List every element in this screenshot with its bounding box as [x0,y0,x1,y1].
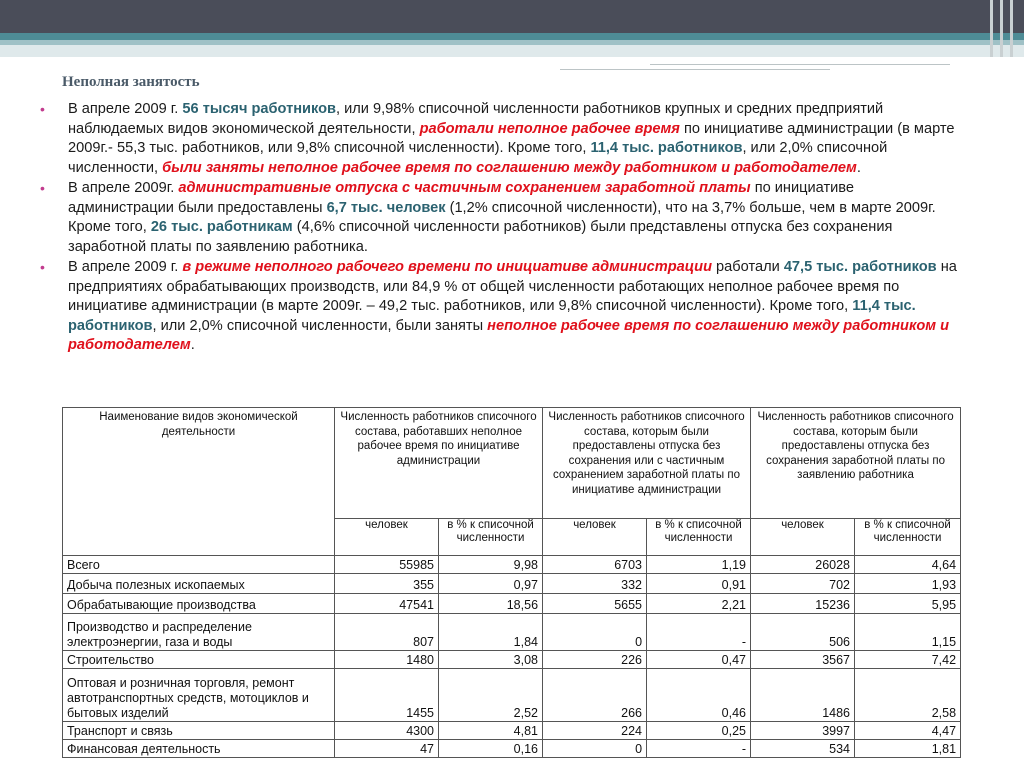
table-cell: 5,95 [855,594,961,614]
header-stripe [0,33,1024,40]
bullet-text: работали [712,259,784,275]
table-cell: 226 [543,651,647,669]
row-label: Добыча полезных ископаемых [63,574,335,594]
table-cell: 7,42 [855,651,961,669]
table-header-row [63,408,961,519]
highlight-text: работали неполное рабочее время [419,120,680,137]
highlight-text: административные отпуска с частичным сохранением заработной платы [178,180,751,196]
table-cell: 26028 [751,556,855,574]
column-header-activity: Наименование видов экономической деятельности [63,408,335,556]
column-header-admin-leave: Численность работников списочного состава, которым были предоставлены отпуска без сохранения или с частичным сохранением заработной платы по инициативе администрации [543,408,751,519]
bullet-text: по инициативе администрации были предоставлены [68,180,854,216]
header-stripe [0,45,1024,57]
table-row [63,614,961,651]
table-cell: 1486 [751,669,855,722]
table-cell: 15236 [751,594,855,614]
slide-title: Неполная занятость [62,74,200,90]
bullet-icon: • [40,101,45,117]
table-row [63,740,961,758]
table-cell: 47541 [335,594,439,614]
subheader-people: человек [543,519,647,556]
table-cell: - [647,614,751,651]
table-cell: 1,15 [855,614,961,651]
table-cell: 0,46 [647,669,751,722]
bullet-text: . [856,159,861,176]
emphasis-number: 47,5 тыс. работников [783,259,937,275]
bullet-text: (1,2% списочной численности), что на 3,7% больше, чем в марте 2009г. Кроме того, [68,199,936,235]
table-cell: 0,97 [439,574,543,594]
row-label: Строительство [63,651,335,669]
table-cell: 506 [751,614,855,651]
table-cell: 3997 [751,722,855,740]
table-cell: 0,47 [647,651,751,669]
emphasis-number: 11,4 тыс. работников [68,298,916,334]
table-cell: 4,47 [855,722,961,740]
highlight-text: в режиме неполного рабочего времени по инициативе администрации [182,259,712,275]
table-row [63,556,961,574]
table-cell: - [647,740,751,758]
table-cell: 5655 [543,594,647,614]
row-label: Обрабатывающие производства [63,594,335,614]
data-table [62,407,961,758]
emphasis-number: 56 тысяч работников [182,101,337,117]
emphasis-number: 6,7 тыс. человек [326,199,446,216]
table-row [63,594,961,614]
bullet-icon: • [40,259,45,275]
table-cell: 9,98 [439,556,543,574]
highlight-text: были заняты неполное рабочее время по соглашению между работником и работодателем [162,159,857,176]
table-cell: 2,21 [647,594,751,614]
table-cell: 1480 [335,651,439,669]
bullet-list [40,100,960,357]
bullet-text: , или 2,0% списочной численности, [68,140,888,176]
table-cell: 1,84 [439,614,543,651]
bullet-text: по инициативе администрации (в марте 2009г.- 55,3 тыс. работников, или 9,8% списочной численности). Кроме того, [68,120,955,156]
table-cell: 18,56 [439,594,543,614]
table-cell: 1,93 [855,574,961,594]
table-cell: 266 [543,669,647,722]
row-label: Оптовая и розничная торговля, ремонт автотранспортных средств, мотоциклов и бытовых изделий [63,669,335,722]
table-cell: 4,81 [439,722,543,740]
bullet-text: (4,6% списочной численности работников) были представлены отпуска без сохранения заработной платы по заявлению работника. [68,219,893,255]
highlight-text: неполное рабочее время по соглашению между работником и работодателем [68,317,950,353]
table-cell: 4,64 [855,556,961,574]
table-cell: 3,08 [439,651,543,669]
divider [650,64,950,65]
bullet-icon: • [40,180,45,196]
bullet-text: В апреле 2009 г. [68,259,183,275]
table-cell: 0 [543,614,647,651]
table-cell: 4300 [335,722,439,740]
row-label: Производство и распределение электроэнергии, газа и воды [63,614,335,651]
bullet-text: . [190,337,195,353]
row-label: Финансовая деятельность [63,740,335,758]
table-cell: 3567 [751,651,855,669]
bullet-text: , или 9,98% списочной численности работников крупных и средних предприятий наблюдаемых видов экономической деятельности, [68,101,884,137]
bullet-item [40,258,960,356]
bullet-text: на предприятиях обрабатывающих производств, или 84,9 % от общей численности работающих неполное рабочее время по инициативе администрации (в марте 2009г. – 49,2 тыс. работников, или 9,8% списочной численности). Кроме того, [68,259,957,314]
table-cell: 2,52 [439,669,543,722]
header-decoration [984,0,1024,57]
subheader-percent: в % к списочной численности [855,519,961,556]
table-cell: 534 [751,740,855,758]
bullet-text: , или 2,0% списочной численности, были заняты [152,317,488,334]
table-cell: 224 [543,722,647,740]
bullet-text: В апреле 2009г. [68,180,179,196]
table-cell: 0,16 [439,740,543,758]
subheader-percent: в % к списочной численности [647,519,751,556]
subheader-people: человек [335,519,439,556]
bullet-text: В апреле 2009 г. [68,101,183,117]
table-cell: 47 [335,740,439,758]
table-cell: 0 [543,740,647,758]
column-header-unpaid-leave: Численность работников списочного состава, которым были предоставлены отпуска без сохранения заработной платы по заявлению работника [751,408,961,519]
table-cell: 6703 [543,556,647,574]
row-label: Транспорт и связь [63,722,335,740]
table-row [63,574,961,594]
divider [560,69,830,70]
table-cell: 1,81 [855,740,961,758]
column-header-part-time: Численность работников списочного состава, работавших неполное рабочее время по инициативе администрации [335,408,543,519]
emphasis-number: 26 тыс. работникам [150,219,293,235]
header-band [0,0,1024,33]
table-cell: 702 [751,574,855,594]
table-row [63,669,961,722]
emphasis-number: 11,4 тыс. работников [590,140,743,156]
bullet-item [40,100,960,178]
table-row [63,722,961,740]
table-cell: 1455 [335,669,439,722]
bullet-item [40,179,960,257]
table-cell: 0,91 [647,574,751,594]
table-cell: 2,58 [855,669,961,722]
table-cell: 807 [335,614,439,651]
subheader-people: человек [751,519,855,556]
table-cell: 355 [335,574,439,594]
table-cell: 0,25 [647,722,751,740]
table-cell: 55985 [335,556,439,574]
table-cell: 1,19 [647,556,751,574]
subheader-percent: в % к списочной численности [439,519,543,556]
table-row [63,651,961,669]
table-cell: 332 [543,574,647,594]
row-label: Всего [63,556,335,574]
